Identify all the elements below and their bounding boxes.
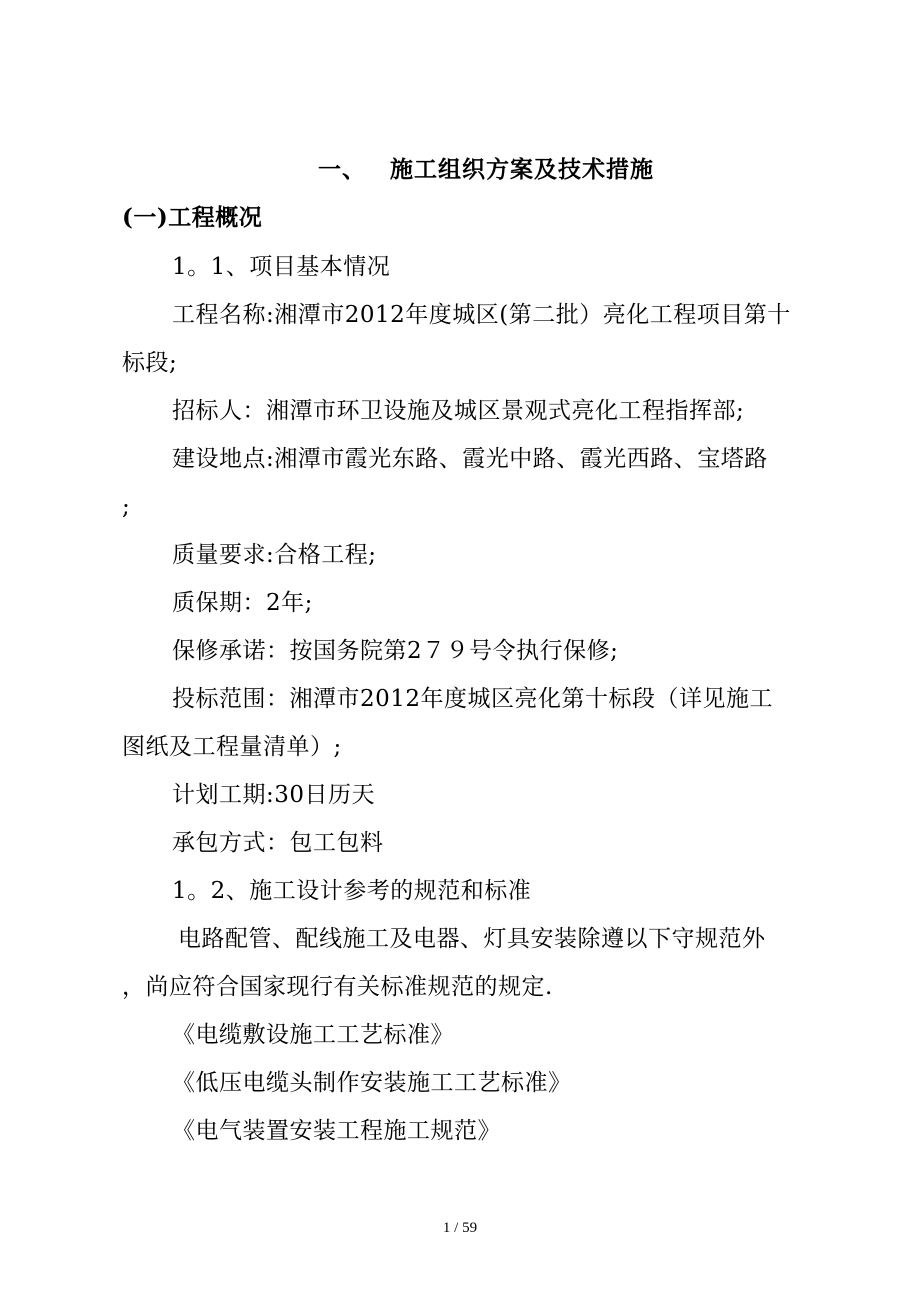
paragraph-project-name-cont: 标段; <box>122 350 178 376</box>
standard-item: 《电缆敷设施工工艺标准》 <box>172 1022 454 1048</box>
title-number: 一、 <box>318 156 366 183</box>
paragraph-warranty-promise: 保修承诺：按国务院第2７９号令执行保修; <box>172 638 619 664</box>
paragraph-contract-mode: 承包方式：包工包料 <box>172 830 384 856</box>
standard-item: 《电气装置安装工程施工规范》 <box>172 1118 501 1144</box>
paragraph-project-name: 工程名称:湘潭市2012年度城区(第二批）亮化工程项目第十 <box>172 302 791 328</box>
paragraph-bid-scope-cont: 图纸及工程量清单）; <box>122 734 342 760</box>
page-indicator: 1 / 59 <box>442 1220 478 1236</box>
section-heading: (一)工程概况 <box>122 204 263 231</box>
standard-item: 《低压电缆头制作安装施工工艺标准》 <box>172 1070 572 1096</box>
paragraph-tenderer: 招标人：湘潭市环卫设施及城区景观式亮化工程指挥部; <box>172 398 745 424</box>
paragraph-standards-intro-cont: ，尚应符合国家现行有关标准规范的规定. <box>122 974 553 1000</box>
subsection-heading-1-2: 1。2、施工设计参考的规范和标准 <box>172 878 532 904</box>
paragraph-schedule: 计划工期:30日历天 <box>172 782 376 808</box>
paragraph-standards-intro: 电路配管、配线施工及电器、灯具安装除遵以下守规范外 <box>178 926 766 952</box>
title-text: 施工组织方案及技术措施 <box>390 156 654 183</box>
paragraph-location: 建设地点:湘潭市霞光东路、霞光中路、霞光西路、宝塔路 <box>172 446 768 472</box>
paragraph-location-cont: ; <box>122 494 131 520</box>
paragraph-bid-scope: 投标范围：湘潭市2012年度城区亮化第十标段（详见施工 <box>172 686 774 712</box>
paragraph-warranty-period: 质保期：2年; <box>172 590 313 616</box>
document-title <box>318 155 654 185</box>
paragraph-quality: 质量要求:合格工程; <box>172 542 377 568</box>
subsection-heading-1-1: 1。1、项目基本情况 <box>172 254 391 280</box>
